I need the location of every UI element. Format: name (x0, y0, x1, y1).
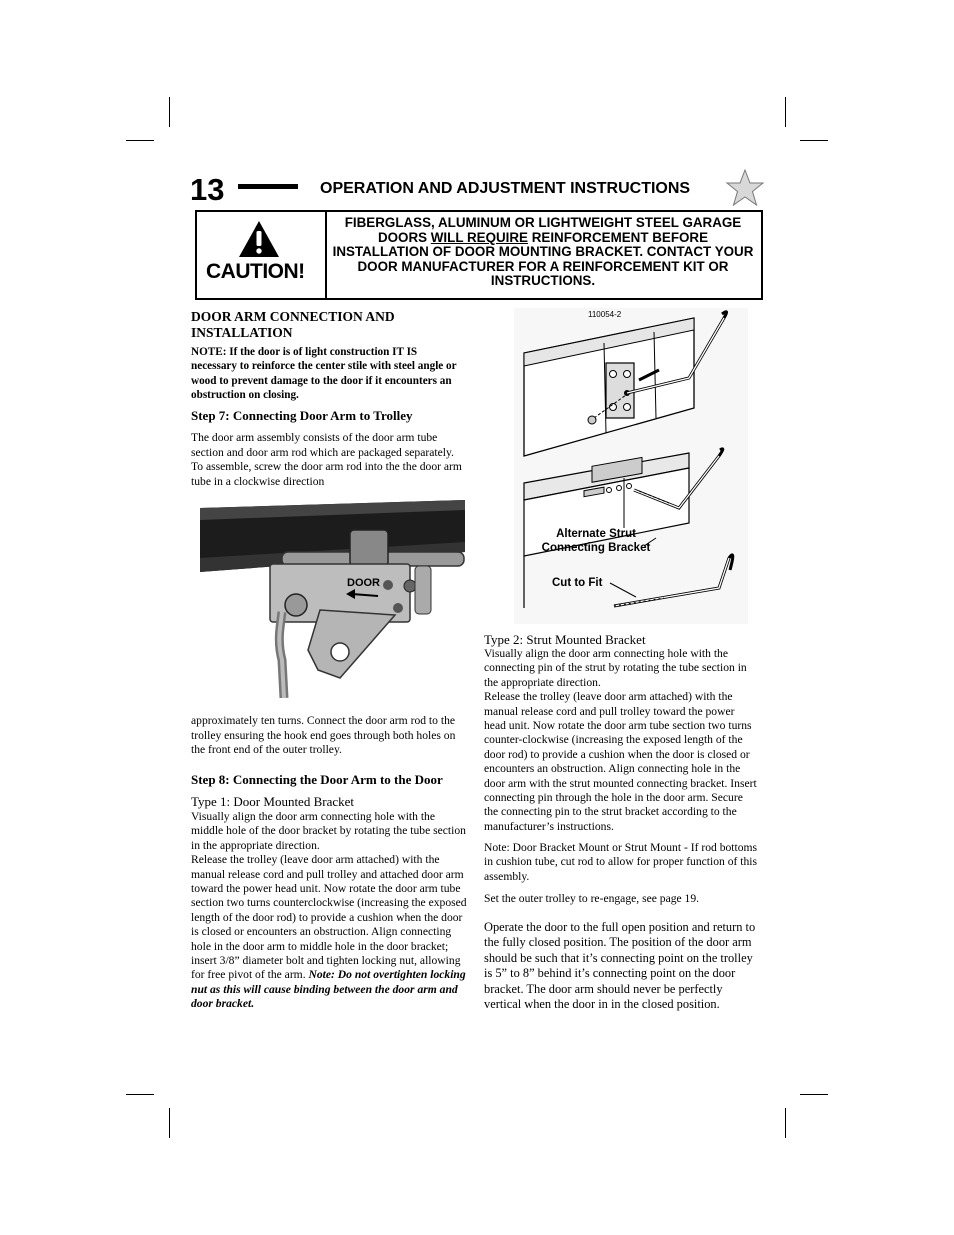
type1-text (191, 810, 469, 1012)
reengage-text: Set the outer trolley to re-engage, see page 19. (484, 892, 700, 905)
type2-title: Type 2: Strut Mounted Bracket (484, 632, 646, 647)
cut-to-fit-label: Cut to Fit (552, 577, 603, 589)
type1-warning-note: Note: Do not overtighten locking nut as this will cause binding between the door arm and door bracket. (191, 968, 466, 1011)
caution-box (195, 210, 763, 300)
warning-triangle-icon (238, 220, 280, 258)
type1-paragraph: Visually align the door arm connecting hole with the middle hole of the door bracket by rotating the tube section in the appropriate direction. (191, 810, 466, 852)
crop-mark (785, 1108, 786, 1138)
type1-instructions: Release the trolley (leave door arm attached) with the manual release cord and pull trolley and attached door arm toward the power head unit. Now rotate the door arm tube section two turns counterclockwise (increasing the exposed length of the door rod) to provide a cushion when the door is closed or encounters an obstruction. Align connecting hole in the door arm to middle hole in the door bracket; insert 3/8” diameter bolt and tighten locking nut, allowing for free pivot of the arm. Note: Do not overtighten locking nut as this will cause binding between the door arm and door bracket. (191, 853, 467, 1011)
caution-message: FIBERGLASS, ALUMINUM OR LIGHTWEIGHT STEEL GARAGE DOORS WILL REQUIRE REINFORCEMENT BEFORE INSTALLATION OF DOOR MOUNTING BRACKET. CONTACT YOUR DOOR MANUFACTURER FOR A REINFORCEMENT KIT OR INSTRUCTIONS. (332, 215, 754, 288)
page-number: 13 (190, 172, 225, 207)
section-title: DOOR ARM CONNECTION AND INSTALLATION (191, 309, 395, 340)
door-photo-label: DOOR (347, 577, 380, 589)
crop-mark (800, 1094, 828, 1095)
step7-title: Step 7: Connecting Door Arm to Trolley (191, 408, 413, 423)
crop-mark (800, 140, 828, 141)
crop-mark (169, 1108, 170, 1138)
operate-door-text: Operate the door to the full open position and return to the fully closed position. The position of the door arm should be such that it’s connecting point on the trolley is 5” to 8” behind it’s connecting point on the door bracket. The door arm should never be perfectly vertical when the door in in the closed position. (484, 920, 756, 1012)
crop-mark (126, 1094, 154, 1095)
type2-paragraph: Visually align the door arm connecting hole with the connecting pin of the strut by rotating the tube section in the appropriate direction. (484, 647, 747, 689)
cut-rod-note: Note: Door Bracket Mount or Strut Mount - If rod bottoms in cushion tube, cut rod to allow for proper function of this assembly. (484, 841, 758, 883)
type2-instructions: Release the trolley (leave door arm attached) with the manual release cord and pull trolley toward the power head unit. Now rotate the door arm tube section two turns counter-clockwise (increasing the exposed length of the door rod) to provide a cushion when the door is closed or encounters an obstruction. Align connecting hole in the door arm with the strut mounted connecting bracket. Insert connecting pin through the hole in the door arm. Secure the connecting pin to the strut bracket according to the manufacturer’s instructions. (484, 690, 757, 833)
type2-text (484, 647, 759, 834)
light-door-note: NOTE: If the door is of light construction IT IS necessary to reinforce the center stile with steel angle or wood to prevent damage to the door if it encounters an obstruction on closing. (191, 346, 457, 402)
figure-id: 110054-2 (588, 310, 622, 319)
caution-panel (197, 212, 327, 298)
star-icon (725, 168, 765, 208)
page-title: OPERATION AND ADJUSTMENT INSTRUCTIONS (320, 180, 691, 197)
caution-label: CAUTION! (206, 260, 305, 283)
step7-text: The door arm assembly consists of the door arm tube section and door arm rod which are packaged separately. To assemble, screw the door arm rod into the the door arm tube in a clockwise direction (191, 431, 462, 488)
bracket-diagram (514, 308, 748, 624)
alternate-strut-label: Alternate Strut Connecting Bracket (541, 528, 651, 554)
crop-mark (126, 140, 154, 141)
crop-mark (169, 97, 170, 127)
crop-mark (785, 97, 786, 127)
step8-title: Step 8: Connecting the Door Arm to the Door (191, 772, 443, 787)
trolley-photo (200, 500, 465, 698)
step7-continued: approximately ten turns. Connect the door arm rod to the trolley ensuring the hook end goes through both holes on the front end of the outer trolley. (191, 714, 456, 756)
header-rule (238, 184, 298, 189)
type1-title: Type 1: Door Mounted Bracket (191, 794, 354, 809)
